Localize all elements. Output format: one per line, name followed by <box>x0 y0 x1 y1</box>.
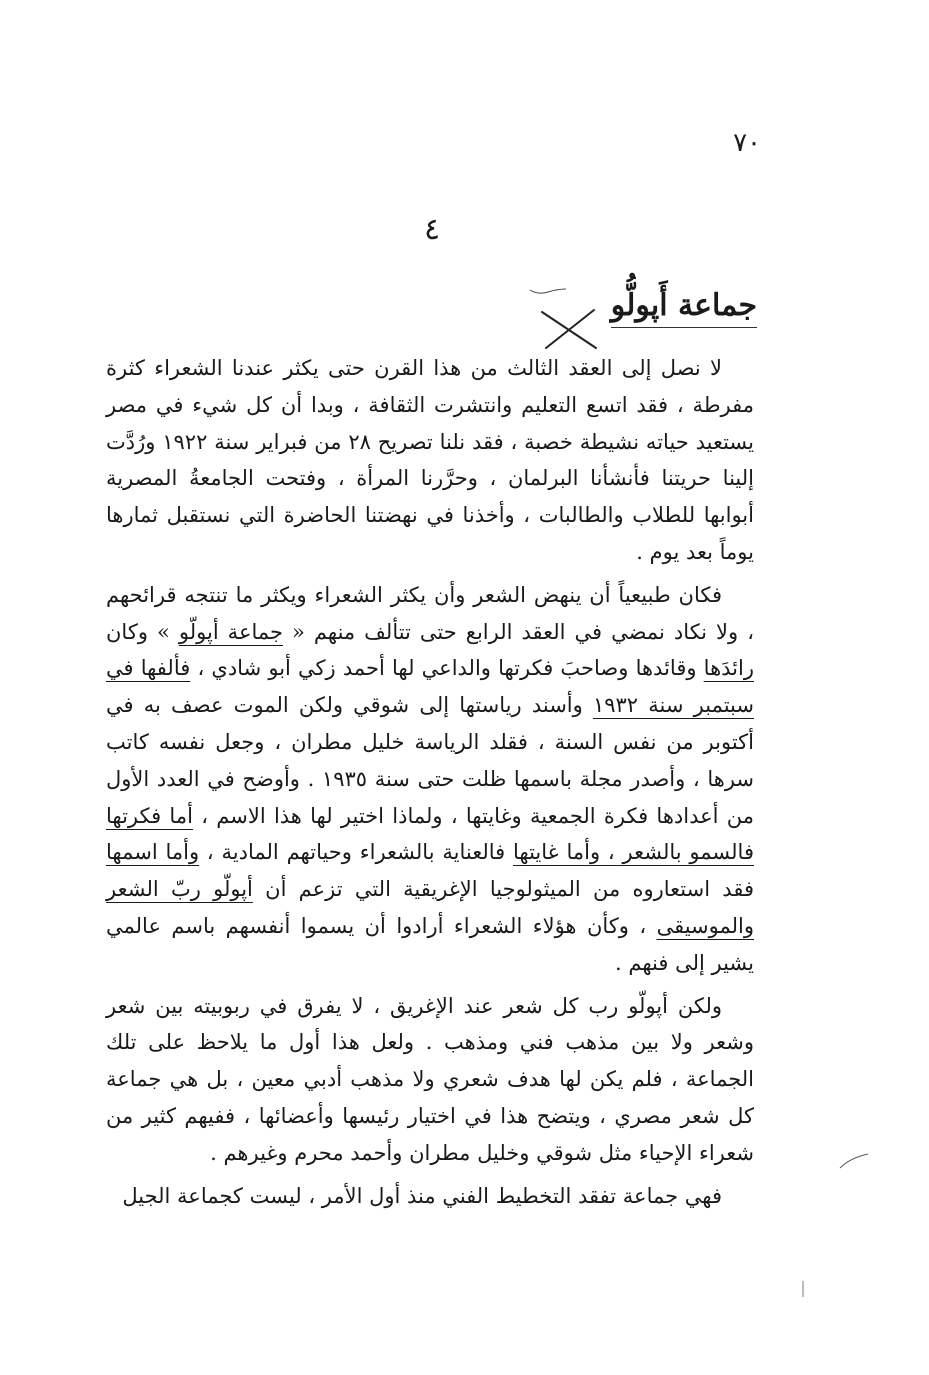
chapter-number: ٤ <box>423 212 441 247</box>
paragraph <box>106 577 754 982</box>
text-segment: فكان طبيعياً أن ينهض الشعر وأن يكثر الشعراء ويكثر ما تنتجه قرائحهم ، ولا نكاد نمضي في العقد الرابع حتى تتألف منهم « <box>106 582 754 644</box>
text-segment: فالعناية بالشعراء وحياتهم المادية ، <box>199 840 513 865</box>
pencil-tick-mark <box>528 286 568 296</box>
handwritten-cross-mark <box>538 306 600 352</box>
body-text <box>106 350 754 1214</box>
paragraph <box>106 988 754 1172</box>
text-segment: وأسند رياستها إلى شوقي ولكن الموت عصف به في أكتوبر من نفس السنة ، فقلد الرياسة خليل مطران ، وجعل نفسه كاتب سرها ، وأصدر مجلة باسمها ظلت حتى سنة ١٩٣٥ . وأوضح في العدد الأول من أعدادها فكرة الجمعية وغايتها ، ولماذا اختير لها هذا الاسم ، <box>106 693 755 828</box>
paragraph <box>106 1178 754 1215</box>
underlined-phrase: فألفها في سبتمبر سنة ١٩٣٢ <box>106 656 754 718</box>
underlined-phrase: جماعة أپولّو <box>178 619 283 644</box>
text-segment: ولكن أپولّو رب كل شعر عند الإغريق ، لا يفرق في ربوبيته بين شعر وشعر ولا بين مذهب فني ومذهب . ولعل هذا أول ما يلاحظ على تلك الجماعة ، فلم يكن لها هدف شعري ولا مذهب أدبي معين ، بل هي جماعة كل شعر مصري ، ويتضح هذا في اختيار رئيسها وأعضائها ، ففيهم كثير من شعراء الإحياء مثل شوقي وخليل مطران وأحمد محرم وغيرهم . <box>106 993 754 1165</box>
underlined-phrase: رائدَها <box>703 656 754 681</box>
text-segment: ، وكأن هؤلاء الشعراء أرادوا أن يسموا أنفسهم باسم عالمي يشير إلى فنهم . <box>106 913 754 975</box>
underlined-phrase: أما فكرتها فالسمو بالشعر ، وأما غايتها <box>106 803 754 865</box>
pencil-margin-stroke <box>800 1280 806 1298</box>
text-segment: فهي جماعة تفقد التخطيط الفني منذ أول الأمر ، ليست كجماعة الجيل <box>122 1183 722 1208</box>
section-title: جماعة أَپولُّو <box>611 288 757 328</box>
text-segment: فقد استعاروه من الميثولوجيا الإغريقية التي تزعم أن <box>252 877 754 902</box>
paragraph <box>106 350 754 571</box>
page-number: ٧٠ <box>733 128 761 158</box>
underlined-phrase: وأما اسمها <box>106 840 200 865</box>
text-segment: وقائدها وصاحبَ فكرتها والداعي لها أحمد زكي أبو شادي ، <box>190 656 704 681</box>
underlined-phrase: أپولّو ربّ الشعر والموسيقى <box>106 877 754 938</box>
pencil-margin-mark <box>838 1150 870 1172</box>
text-segment: » وكان <box>106 619 179 644</box>
text-segment: لا نصل إلى العقد الثالث من هذا القرن حتى يكثر عندنا الشعراء كثرة مفرطة ، فقد اتسع التعليم وانتشرت الثقافة ، وبدا أن كل شيء في مصر يستعيد حياته نشيطة خصبة ، فقد نلنا تصريح ٢٨ من فبراير سنة ١٩٢٢ ورُدَّت إلينا حريتنا فأنشأنا البرلمان ، وحرَّرنا المرأة ، وفتحت الجامعةُ المصرية أبوابها للطلاب والطالبات ، وأخذنا في نهضتنا الحاضرة التي نستقبل ثمارها يوماً بعد يوم . <box>106 356 754 564</box>
